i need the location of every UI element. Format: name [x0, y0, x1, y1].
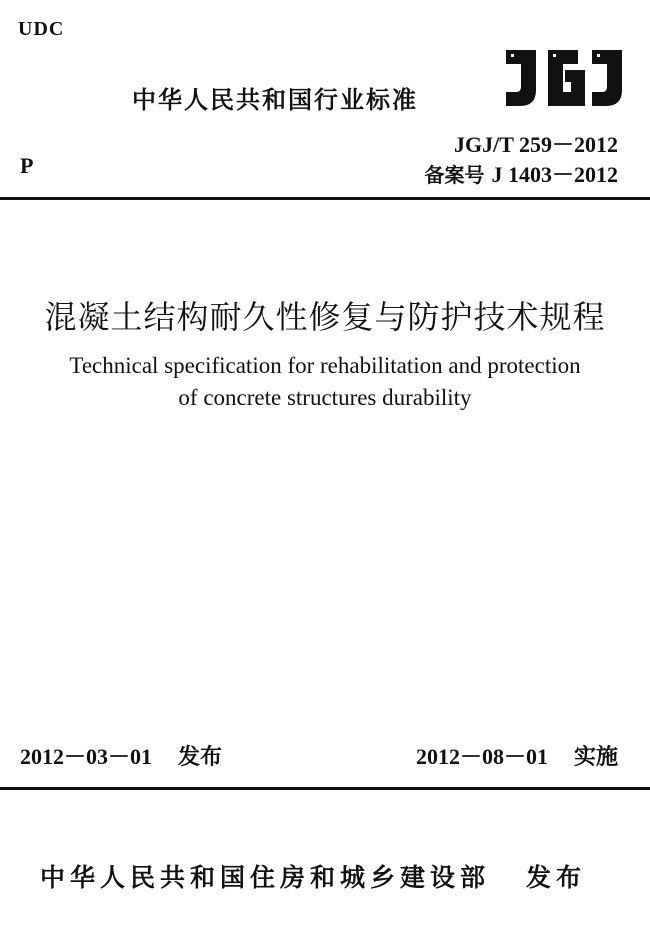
classification-code: P [20, 153, 34, 178]
publisher-line [40, 858, 586, 894]
publish-action: 发布 [526, 863, 587, 892]
industry-standard-title: 中华人民共和国行业标准 [132, 86, 418, 114]
effective-label: 实施 [573, 745, 618, 770]
chinese-title: 混凝土结构耐久性修复与防护技术规程 [44, 298, 606, 336]
issue-date-block [20, 740, 222, 771]
effective-date: 2012－08－01 [415, 744, 548, 769]
bottom-divider [0, 787, 650, 790]
publisher-name: 中华人民共和国住房和城乡建设部 [40, 863, 491, 892]
english-title-line-1: Technical specification for rehabilitation and protection [69, 353, 581, 378]
record-label: 备案号 [424, 163, 485, 187]
issue-date: 2012－03－01 [20, 744, 153, 769]
udc-label: UDC [18, 18, 65, 40]
issue-label: 发布 [178, 745, 223, 770]
record-number-value: J 1403－2012 [491, 162, 618, 187]
record-number [425, 158, 618, 189]
english-title-line-2: of concrete structures durability [178, 385, 472, 410]
english-title [0, 350, 650, 414]
standard-number: JGJ/T 259－2012 [453, 132, 618, 157]
effective-date-block [416, 740, 618, 771]
top-divider [0, 197, 650, 200]
jgj-logo [496, 46, 626, 110]
